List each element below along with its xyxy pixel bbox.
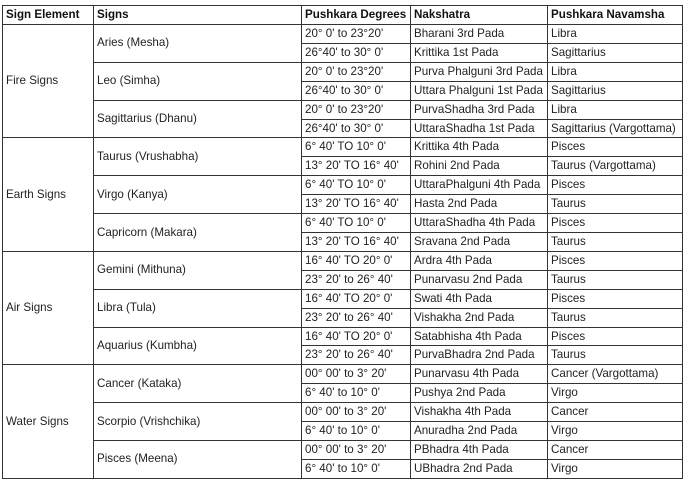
pushkara-navamsha-cell: Taurus bbox=[548, 270, 683, 289]
header-row bbox=[3, 6, 683, 25]
sign-name-cell: Sagittarius (Dhanu) bbox=[94, 100, 302, 138]
nakshatra-cell: Hasta 2nd Pada bbox=[411, 195, 548, 214]
nakshatra-cell: Sravana 2nd Pada bbox=[411, 232, 548, 251]
nakshatra-cell: PBhadra 4th Pada bbox=[411, 440, 548, 459]
pushkara-degrees-cell: 16° 40' TO 20° 0' bbox=[302, 289, 411, 308]
pushkara-navamsha-cell: Libra bbox=[548, 25, 683, 44]
sign-name-cell: Capricorn (Makara) bbox=[94, 214, 302, 252]
table-row bbox=[3, 403, 683, 422]
table-body bbox=[3, 25, 683, 479]
sign-element-cell: Water Signs bbox=[3, 365, 94, 478]
nakshatra-cell: Pushya 2nd Pada bbox=[411, 384, 548, 403]
nakshatra-cell: Krittika 1st Pada bbox=[411, 43, 548, 62]
sign-name-cell: Virgo (Kanya) bbox=[94, 176, 302, 214]
nakshatra-cell: UttaraShadha 1st Pada bbox=[411, 119, 548, 138]
pushkara-degrees-cell: 23° 20' to 26° 40' bbox=[302, 346, 411, 365]
pushkara-degrees-cell: 26°40' to 30° 0' bbox=[302, 119, 411, 138]
nakshatra-cell: Krittika 4th Pada bbox=[411, 138, 548, 157]
nakshatra-cell: Punarvasu 4th Pada bbox=[411, 365, 548, 384]
pushkara-navamsha-cell: Sagittarius (Vargottama) bbox=[548, 119, 683, 138]
nakshatra-cell: Vishakha 4th Pada bbox=[411, 403, 548, 422]
pushkara-degrees-cell: 00° 00' to 3° 20' bbox=[302, 403, 411, 422]
pushkara-degrees-cell: 6° 40' to 10° 0' bbox=[302, 422, 411, 441]
pushkara-degrees-cell: 00° 00' to 3° 20' bbox=[302, 365, 411, 384]
pushkara-degrees-cell: 6° 40' TO 10° 0' bbox=[302, 214, 411, 233]
nakshatra-cell: UttaraShadha 4th Pada bbox=[411, 214, 548, 233]
pushkara-navamsha-cell: Taurus bbox=[548, 195, 683, 214]
pushkara-navamsha-cell: Taurus bbox=[548, 232, 683, 251]
pushkara-navamsha-cell: Pisces bbox=[548, 289, 683, 308]
nakshatra-cell: Bharani 3rd Pada bbox=[411, 25, 548, 44]
pushkara-degrees-cell: 20° 0' to 23°20' bbox=[302, 100, 411, 119]
sign-name-cell: Aries (Mesha) bbox=[94, 25, 302, 63]
pushkara-navamsha-cell: Libra bbox=[548, 100, 683, 119]
pushkara-navamsha-cell: Cancer (Vargottama) bbox=[548, 365, 683, 384]
table-row bbox=[3, 251, 683, 270]
nakshatra-cell: Uttara Phalguni 1st Pada bbox=[411, 81, 548, 100]
pushkara-degrees-cell: 6° 40' to 10° 0' bbox=[302, 459, 411, 478]
table-row bbox=[3, 289, 683, 308]
pushkara-navamsha-cell: Taurus bbox=[548, 346, 683, 365]
pushkara-navamsha-cell: Sagittarius bbox=[548, 43, 683, 62]
pushkara-navamsha-cell: Virgo bbox=[548, 422, 683, 441]
sign-element-cell: Air Signs bbox=[3, 251, 94, 364]
pushkara-degrees-cell: 6° 40' to 10° 0' bbox=[302, 384, 411, 403]
pushkara-navamsha-cell: Taurus (Vargottama) bbox=[548, 157, 683, 176]
sign-name-cell: Scorpio (Vrishchika) bbox=[94, 403, 302, 441]
pushkara-degrees-cell: 13° 20' TO 16° 40' bbox=[302, 232, 411, 251]
table-row bbox=[3, 100, 683, 119]
table-row bbox=[3, 365, 683, 384]
header-pushkara-navamsha: Pushkara Navamsha bbox=[548, 6, 683, 25]
sign-name-cell: Gemini (Mithuna) bbox=[94, 251, 302, 289]
table-row bbox=[3, 176, 683, 195]
pushkara-degrees-cell: 13° 20' TO 16° 40' bbox=[302, 157, 411, 176]
pushkara-table bbox=[2, 5, 683, 479]
pushkara-navamsha-cell: Cancer bbox=[548, 440, 683, 459]
table-row bbox=[3, 440, 683, 459]
table-row bbox=[3, 138, 683, 157]
pushkara-degrees-cell: 13° 20' TO 16° 40' bbox=[302, 195, 411, 214]
nakshatra-cell: Ardra 4th Pada bbox=[411, 251, 548, 270]
pushkara-navamsha-cell: Pisces bbox=[548, 214, 683, 233]
sign-name-cell: Taurus (Vrushabha) bbox=[94, 138, 302, 176]
header-signs: Signs bbox=[94, 6, 302, 25]
pushkara-degrees-cell: 00° 00' to 3° 20' bbox=[302, 440, 411, 459]
nakshatra-cell: Punarvasu 2nd Pada bbox=[411, 270, 548, 289]
nakshatra-cell: Satabhisha 4th Pada bbox=[411, 327, 548, 346]
pushkara-degrees-cell: 23° 20' to 26° 40' bbox=[302, 270, 411, 289]
pushkara-navamsha-cell: Virgo bbox=[548, 384, 683, 403]
header-pushkara-degrees: Pushkara Degrees bbox=[302, 6, 411, 25]
pushkara-degrees-cell: 6° 40' TO 10° 0' bbox=[302, 176, 411, 195]
pushkara-navamsha-cell: Pisces bbox=[548, 251, 683, 270]
pushkara-navamsha-cell: Pisces bbox=[548, 327, 683, 346]
pushkara-navamsha-cell: Pisces bbox=[548, 138, 683, 157]
pushkara-degrees-cell: 20° 0' to 23°20' bbox=[302, 62, 411, 81]
table-row bbox=[3, 25, 683, 44]
pushkara-degrees-cell: 16° 40' TO 20° 0' bbox=[302, 327, 411, 346]
pushkara-navamsha-cell: Pisces bbox=[548, 176, 683, 195]
pushkara-navamsha-cell: Taurus bbox=[548, 308, 683, 327]
nakshatra-cell: UBhadra 2nd Pada bbox=[411, 459, 548, 478]
nakshatra-cell: Swati 4th Pada bbox=[411, 289, 548, 308]
sign-name-cell: Libra (Tula) bbox=[94, 289, 302, 327]
pushkara-degrees-cell: 26°40' to 30° 0' bbox=[302, 43, 411, 62]
nakshatra-cell: UttaraPhalguni 4th Pada bbox=[411, 176, 548, 195]
nakshatra-cell: Rohini 2nd Pada bbox=[411, 157, 548, 176]
pushkara-navamsha-cell: Virgo bbox=[548, 459, 683, 478]
table-row bbox=[3, 62, 683, 81]
nakshatra-cell: PurvaShadha 3rd Pada bbox=[411, 100, 548, 119]
nakshatra-cell: PurvaBhadra 2nd Pada bbox=[411, 346, 548, 365]
table-row bbox=[3, 327, 683, 346]
sign-element-cell: Earth Signs bbox=[3, 138, 94, 251]
table-row bbox=[3, 214, 683, 233]
sign-name-cell: Aquarius (Kumbha) bbox=[94, 327, 302, 365]
table-header bbox=[3, 6, 683, 25]
pushkara-degrees-cell: 23° 20' to 26° 40' bbox=[302, 308, 411, 327]
sign-name-cell: Leo (Simha) bbox=[94, 62, 302, 100]
pushkara-degrees-cell: 16° 40' TO 20° 0' bbox=[302, 251, 411, 270]
pushkara-navamsha-cell: Libra bbox=[548, 62, 683, 81]
sign-element-cell: Fire Signs bbox=[3, 25, 94, 138]
pushkara-degrees-cell: 26°40' to 30° 0' bbox=[302, 81, 411, 100]
pushkara-navamsha-cell: Cancer bbox=[548, 403, 683, 422]
nakshatra-cell: Purva Phalguni 3rd Pada bbox=[411, 62, 548, 81]
pushkara-navamsha-cell: Sagittarius bbox=[548, 81, 683, 100]
pushkara-degrees-cell: 6° 40' TO 10° 0' bbox=[302, 138, 411, 157]
header-sign-element: Sign Element bbox=[3, 6, 94, 25]
nakshatra-cell: Anuradha 2nd Pada bbox=[411, 422, 548, 441]
nakshatra-cell: Vishakha 2nd Pada bbox=[411, 308, 548, 327]
sign-name-cell: Pisces (Meena) bbox=[94, 440, 302, 478]
header-nakshatra: Nakshatra bbox=[411, 6, 548, 25]
pushkara-degrees-cell: 20° 0' to 23°20' bbox=[302, 25, 411, 44]
sign-name-cell: Cancer (Kataka) bbox=[94, 365, 302, 403]
